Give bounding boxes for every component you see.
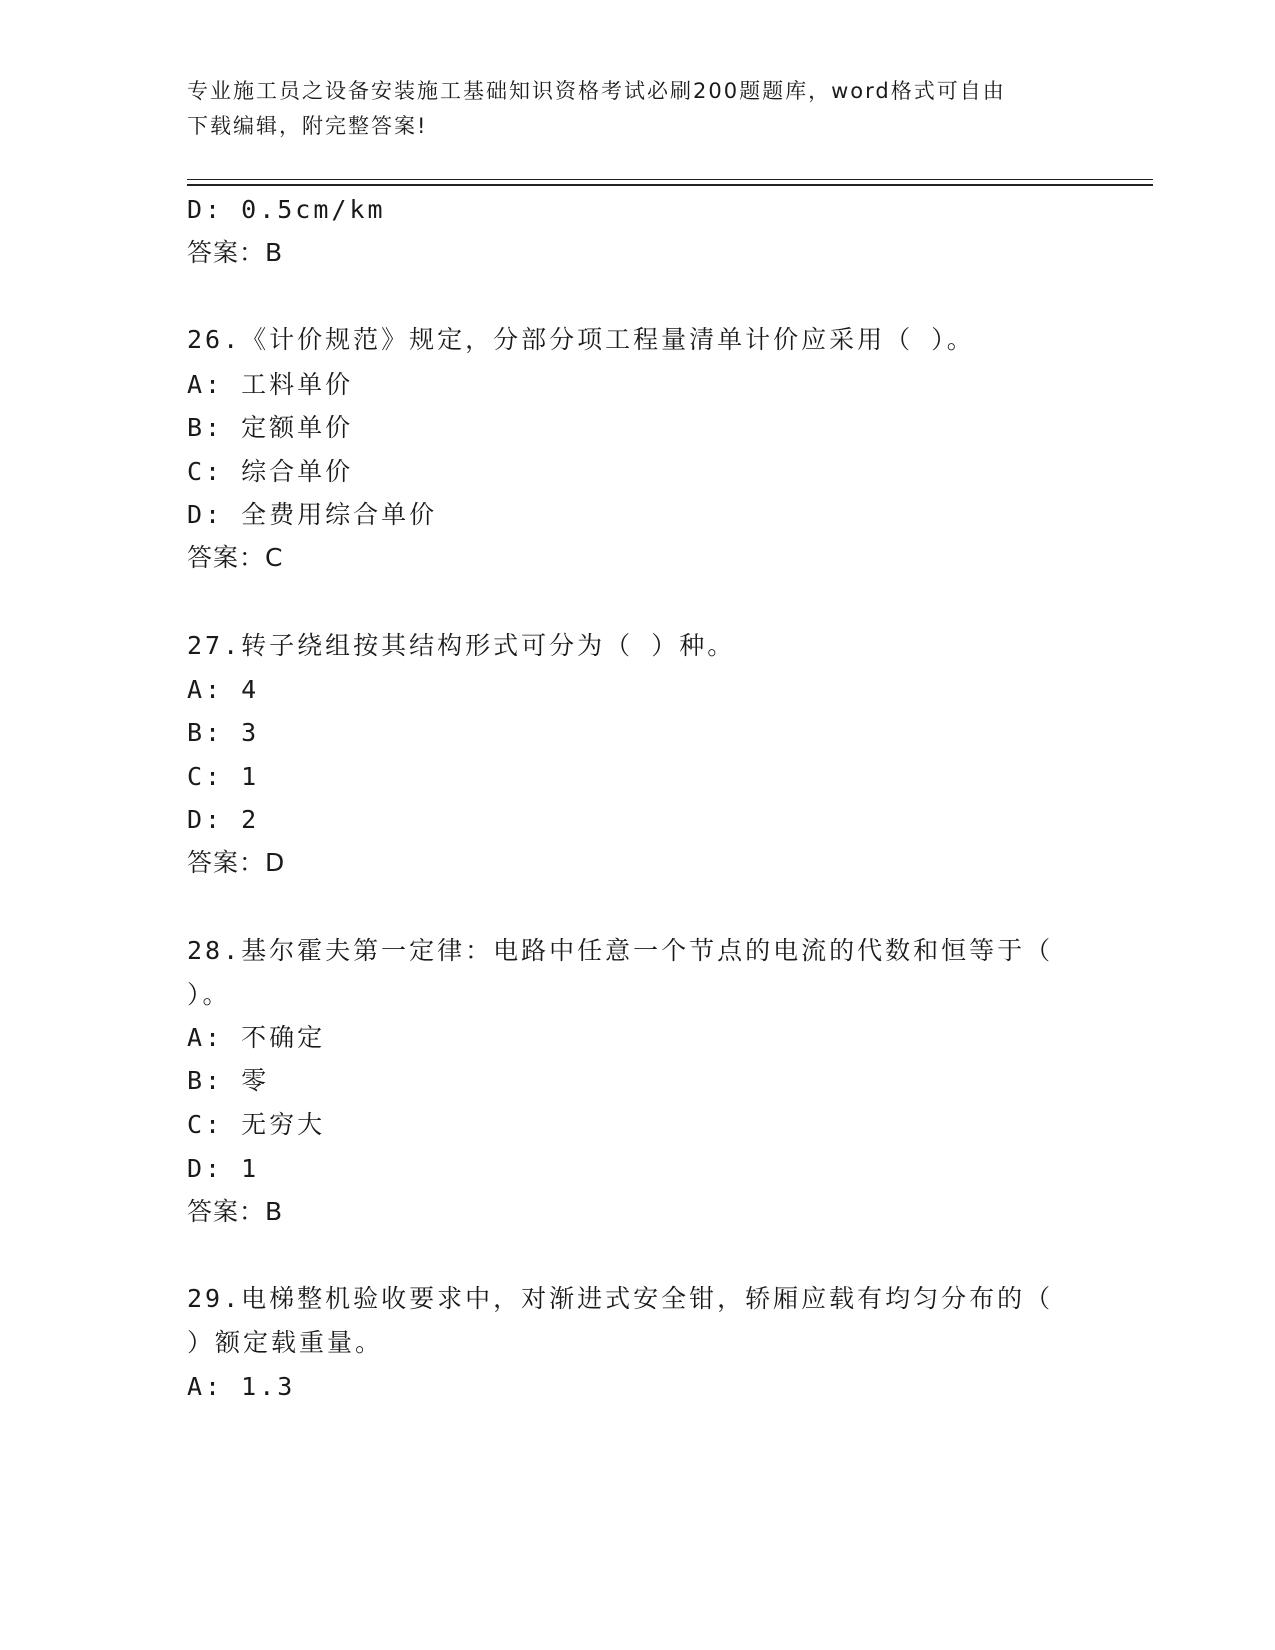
header-line-1: 专业施工员之设备安装施工基础知识资格考试必刷200题题库，word格式可自由: [187, 79, 1006, 103]
question-28-option-c: C: 无穷大: [187, 1110, 326, 1139]
header-divider-thick: [187, 184, 1153, 186]
question-27-option-c: C: 1: [187, 762, 260, 791]
question-27-answer: 答案：D: [187, 848, 286, 877]
question-28-option-b: B: 零: [187, 1066, 270, 1095]
question-26-option-d: D: 全费用综合单价: [187, 500, 438, 529]
header-line-2: 下载编辑，附完整答案!: [187, 114, 428, 138]
question-27-option-d: D: 2: [187, 805, 260, 834]
option-d: D: 0.5cm/km: [187, 195, 386, 224]
question-27: 27.转子绕组按其结构形式可分为（ ）种。: [187, 631, 736, 660]
question-26-answer: 答案：C: [187, 543, 284, 572]
document-header: [187, 74, 1067, 144]
question-29-line-1: 29.电梯整机验收要求中，对渐进式安全钳，轿厢应载有均匀分布的（: [187, 1284, 1054, 1313]
answer-label: 答案：B: [187, 238, 284, 267]
question-26-option-c: C: 综合单价: [187, 457, 354, 486]
question-28-answer: 答案：B: [187, 1197, 284, 1226]
header-divider-thin: [187, 179, 1153, 180]
question-27-option-a: A: 4: [187, 675, 260, 704]
question-28-line-1: 28.基尔霍夫第一定律：电路中任意一个节点的电流的代数和恒等于（: [187, 936, 1054, 965]
question-27-option-b: B: 3: [187, 718, 260, 747]
question-28-option-a: A: 不确定: [187, 1023, 326, 1052]
question-26-option-b: B: 定额单价: [187, 413, 354, 442]
question-29-line-2: ）额定载重量。: [187, 1328, 384, 1357]
question-28-option-d: D: 1: [187, 1154, 260, 1183]
question-28-line-2: ）。: [187, 980, 231, 1009]
question-29-option-a: A: 1.3: [187, 1372, 296, 1401]
question-26: 26.《计价规范》规定，分部分项工程量清单计价应采用（ ）。: [187, 325, 975, 354]
question-26-option-a: A: 工料单价: [187, 370, 354, 399]
